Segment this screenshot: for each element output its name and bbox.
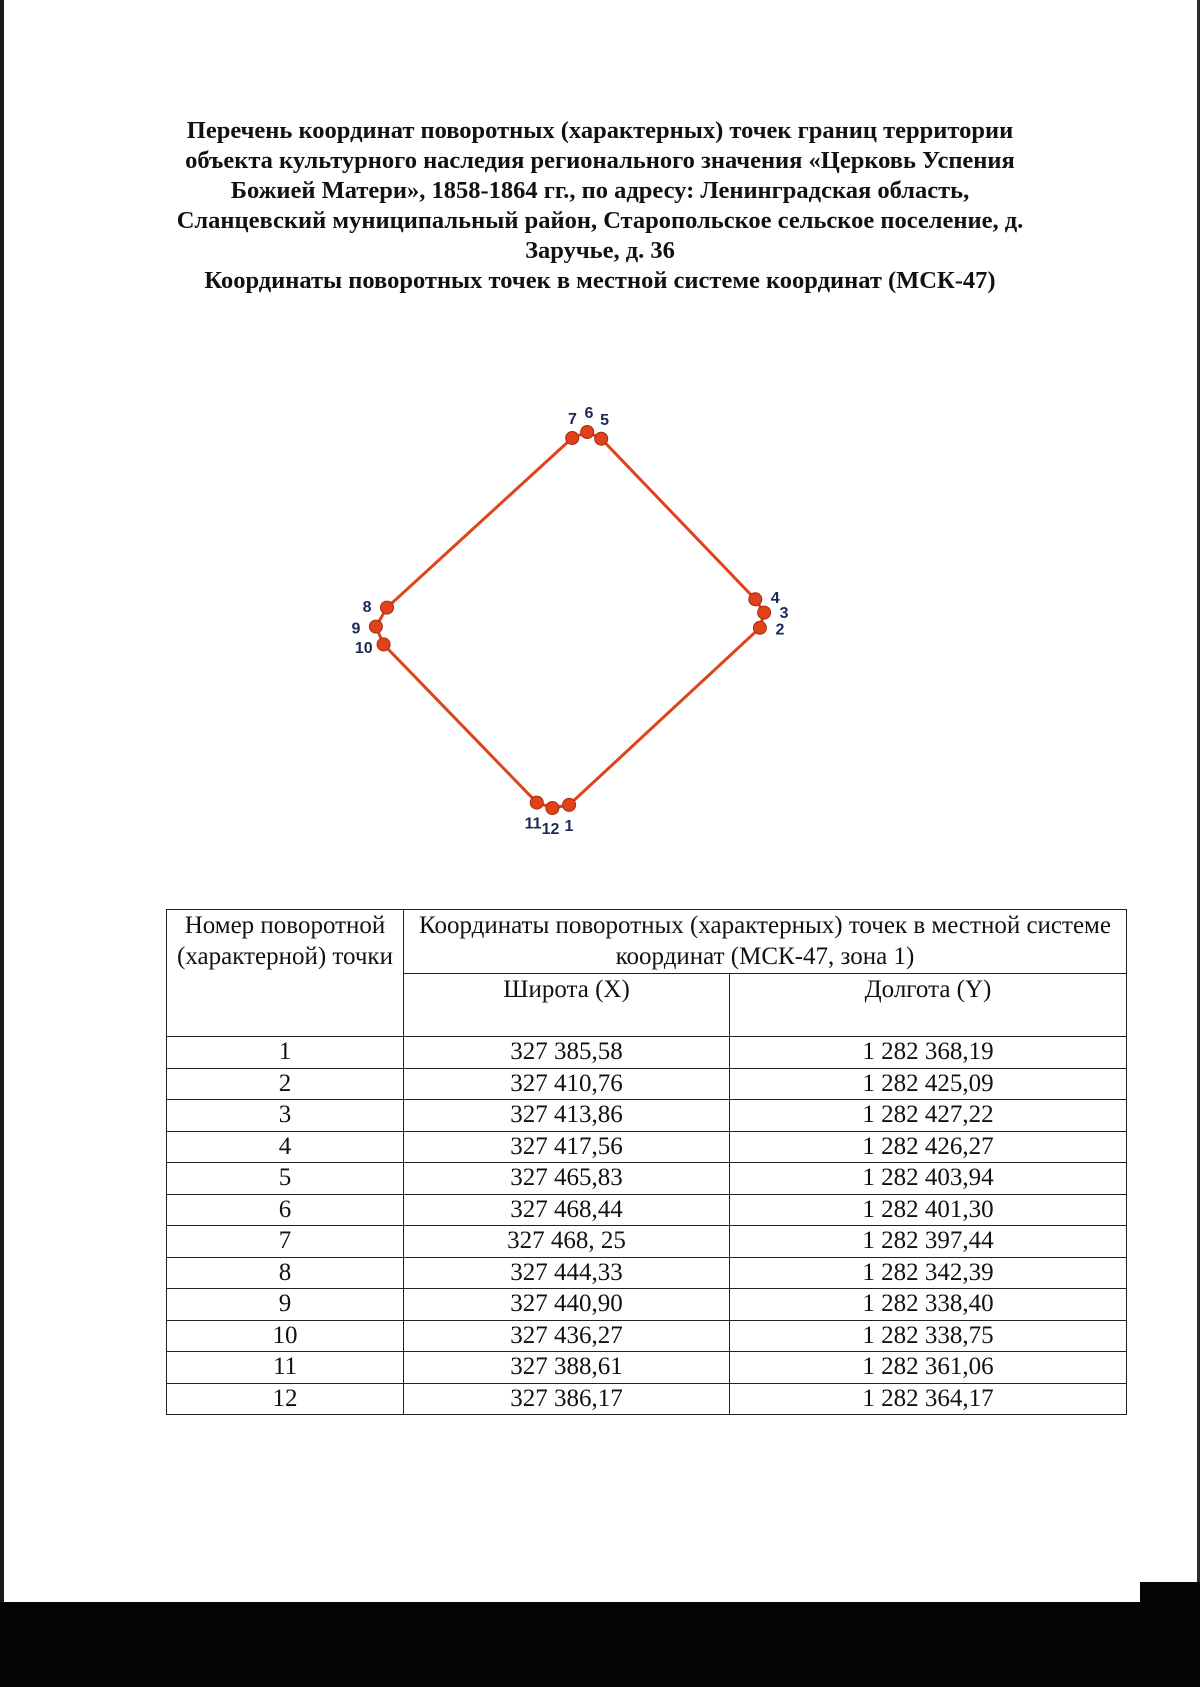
point-number: 8 <box>167 1257 404 1289</box>
latitude-value: 327 385,58 <box>404 1037 730 1069</box>
vertex-label-11: 11 <box>524 815 542 833</box>
vertex-point-9 <box>369 620 382 633</box>
vertex-label-3: 3 <box>779 604 789 622</box>
vertex-point-8 <box>381 601 394 614</box>
table-row <box>167 1226 1127 1258</box>
vertex-label-4: 4 <box>770 590 780 607</box>
table-row <box>167 1320 1127 1352</box>
title-line: Перечень координат поворотных (характерных) точек границ территории <box>186 117 1014 144</box>
latitude-value: 327 386,17 <box>404 1383 730 1415</box>
vertex-point-12 <box>546 802 559 815</box>
coordinates-table <box>166 909 1127 1415</box>
vertex-label-7: 7 <box>567 411 577 428</box>
header-latitude: Широта (X) <box>404 973 730 1037</box>
point-number: 7 <box>167 1226 404 1258</box>
latitude-value: 327 436,27 <box>404 1320 730 1352</box>
point-number: 6 <box>167 1194 404 1226</box>
longitude-value: 1 282 368,19 <box>730 1037 1127 1069</box>
boundary-line <box>376 432 764 808</box>
table-row <box>167 1289 1127 1321</box>
vertex-point-6 <box>581 426 594 439</box>
vertex-label-9: 9 <box>351 620 361 638</box>
table-row <box>167 1163 1127 1195</box>
vertex-label-2: 2 <box>775 621 785 639</box>
vertex-point-3 <box>758 606 771 619</box>
table-row <box>167 1194 1127 1226</box>
longitude-value: 1 282 361,06 <box>730 1352 1127 1384</box>
header-coordinates-group: Координаты поворотных (характерных) точек в местной системе координат (МСК-47, зона 1) <box>404 910 1127 974</box>
vertex-point-11 <box>530 796 543 809</box>
longitude-value: 1 282 338,40 <box>730 1289 1127 1321</box>
table-row <box>167 1257 1127 1289</box>
table-row <box>167 1383 1127 1415</box>
longitude-value: 1 282 426,27 <box>730 1131 1127 1163</box>
boundary-svg <box>300 380 840 860</box>
vertex-point-5 <box>595 432 608 445</box>
longitude-value: 1 282 401,30 <box>730 1194 1127 1226</box>
latitude-value: 327 440,90 <box>404 1289 730 1321</box>
longitude-value: 1 282 397,44 <box>730 1226 1127 1258</box>
header-point-number: Номер поворотной (характерной) точки <box>167 910 404 1037</box>
scan-edge-left <box>0 0 4 1687</box>
title-line: Заручье, д. 36 <box>525 237 675 264</box>
vertex-point-2 <box>753 621 766 634</box>
vertex-label-5: 5 <box>600 412 610 429</box>
vertex-label-12: 12 <box>541 820 560 838</box>
vertex-label-10: 10 <box>354 640 373 657</box>
longitude-value: 1 282 425,09 <box>730 1068 1127 1100</box>
latitude-value: 327 468, 25 <box>404 1226 730 1258</box>
title-line: объекта культурного наследия регионального значения «Церковь Успения <box>185 147 1015 174</box>
document-title <box>150 116 1050 296</box>
vertex-label-6: 6 <box>584 405 594 423</box>
table-row <box>167 1100 1127 1132</box>
header-longitude: Долгота (Y) <box>730 973 1127 1037</box>
latitude-value: 327 410,76 <box>404 1068 730 1100</box>
title-line: Божией Матери», 1858-1864 гг., по адресу: Ленинградская область, <box>230 177 970 204</box>
latitude-value: 327 444,33 <box>404 1257 730 1289</box>
longitude-value: 1 282 403,94 <box>730 1163 1127 1195</box>
latitude-value: 327 388,61 <box>404 1352 730 1384</box>
latitude-value: 327 413,86 <box>404 1100 730 1132</box>
point-number: 10 <box>167 1320 404 1352</box>
scan-border-bottom-lip <box>1140 1582 1200 1604</box>
point-number: 4 <box>167 1131 404 1163</box>
point-number: 9 <box>167 1289 404 1321</box>
table-row <box>167 1352 1127 1384</box>
scan-border-bottom <box>0 1602 1200 1687</box>
vertex-label-1: 1 <box>564 817 574 835</box>
point-number: 2 <box>167 1068 404 1100</box>
table-row <box>167 1068 1127 1100</box>
table-row <box>167 1131 1127 1163</box>
title-line: Координаты поворотных точек в местной системе координат (МСК-47) <box>204 267 996 294</box>
latitude-value: 327 468,44 <box>404 1194 730 1226</box>
vertex-point-1 <box>563 798 576 811</box>
vertex-point-7 <box>566 432 579 445</box>
point-number: 12 <box>167 1383 404 1415</box>
longitude-value: 1 282 338,75 <box>730 1320 1127 1352</box>
point-number: 3 <box>167 1100 404 1132</box>
latitude-value: 327 417,56 <box>404 1131 730 1163</box>
table-row <box>167 1037 1127 1069</box>
longitude-value: 1 282 364,17 <box>730 1383 1127 1415</box>
point-number: 5 <box>167 1163 404 1195</box>
vertex-point-4 <box>749 593 762 606</box>
title-line: Сланцевский муниципальный район, Старопольское сельское поселение, д. <box>176 207 1024 234</box>
vertex-label-8: 8 <box>362 599 372 617</box>
vertex-point-10 <box>377 638 390 651</box>
latitude-value: 327 465,83 <box>404 1163 730 1195</box>
point-number: 11 <box>167 1352 404 1384</box>
point-number: 1 <box>167 1037 404 1069</box>
longitude-value: 1 282 427,22 <box>730 1100 1127 1132</box>
longitude-value: 1 282 342,39 <box>730 1257 1127 1289</box>
boundary-diagram <box>300 380 840 860</box>
